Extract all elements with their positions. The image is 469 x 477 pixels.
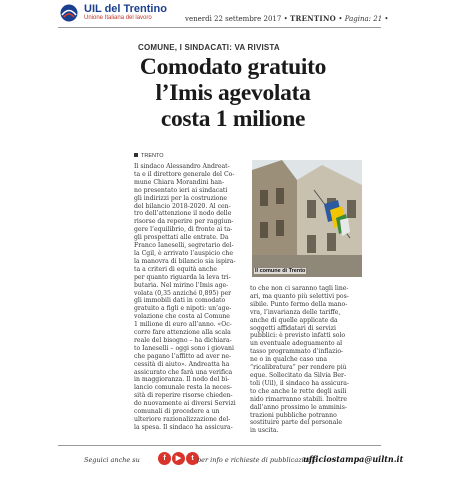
article-text-line: eque. Sollecitato da Silvia Ber- (250, 371, 347, 379)
page-header (0, 0, 469, 30)
article-text-line: reale del bisogno – ha dichiara- (134, 336, 232, 344)
youtube-icon[interactable]: ▶ (172, 452, 185, 465)
article-text-line: un eventuale adeguamento al (250, 340, 343, 348)
article-text-line: volata (0,35 anziché 0,895) per (134, 289, 232, 297)
article-text-line: del bilancio 2018-2020. Al cen- (134, 202, 231, 210)
article-text-line: corre fare attenzione alla scala (134, 329, 231, 337)
article-text-line: che pagano l’affitto ad aver ne- (134, 352, 232, 360)
article-location: TRENTO (134, 153, 164, 159)
article-text-line: gli prospettati alle entrate. Da (134, 234, 229, 242)
contact-email-link[interactable]: ufficiostampa@uiltn.it (303, 454, 404, 464)
headline-line: costa 1 milione (160, 106, 306, 132)
article-text-line: gli indirizzi per la costruzione (134, 194, 228, 202)
article-text-line: anche di quelle applicate da (250, 316, 338, 324)
article-column-1 (134, 163, 250, 432)
publication-meta: venerdì 22 settembre 2017 • TRENTINO • Pagina: 21 • (185, 14, 389, 23)
follow-label: Seguici anche su (84, 456, 140, 464)
article-text-line: tro dell’attenzione il nodo delle (134, 210, 232, 218)
article-text-line: gere l’equilibrio, di fronte ai ta- (134, 226, 233, 234)
headline-line: l’Imis agevolata (155, 80, 311, 106)
headline-line: Comodato gratuito (139, 54, 327, 80)
article-text-line: gratuito a figli e nipoti: un’age- (134, 305, 232, 313)
newspaper-name: TRENTINO (289, 14, 337, 23)
article-text-line: do nuovamente ai diversi Servizi (134, 400, 236, 408)
article-text-line: lancio comunale resta la neces- (134, 384, 232, 392)
article-text-line: volazione che costa al Comune (134, 313, 230, 321)
town-hall-photo (252, 160, 362, 277)
article-text-line: trazioni pubbliche potranno (250, 411, 337, 419)
article-text-line: ulteriore razionalizzazione del- (134, 416, 231, 423)
article-text-line: ari, ma quanto più selettivi pos- (250, 292, 349, 300)
article-text-line: to Ianeselli – oggi sono i giovani (134, 344, 234, 352)
article-photo (252, 160, 362, 277)
article-text-line: sibile. Punto fermo della mano- (250, 300, 348, 308)
article-text-line: pubblici: è previsto infatti solo (250, 332, 346, 340)
article-text-line: risorse da reperire per raggiun- (134, 218, 234, 226)
article-text-line: cessità di aiuto». Andreatta ha (134, 360, 230, 368)
page-number: Pagina: 21 (344, 15, 383, 23)
org-subtitle: Unione Italiana del lavoro (84, 15, 152, 21)
article-text-line: gli immobili dati in comodato (134, 297, 226, 305)
article-text-line: in uscita. (250, 427, 279, 435)
header-divider (58, 27, 381, 28)
article-text-line: no presentato ieri ai sindacati (134, 186, 228, 194)
article-text-line: assicurato che farà una verifica (134, 368, 233, 376)
article-text-line: comunali di procedere a un (134, 408, 220, 416)
article-text-line: vra, l’invarianza delle tariffe, (250, 308, 341, 316)
article-text-line: butaria. Nel mirino l’Imis age- (134, 281, 229, 289)
article-text-line: ta e il direttore generale del Co- (134, 170, 235, 178)
article-text-line: Franco Ianeselli, segretario del- (134, 242, 234, 250)
org-name: UIL del Trentino (84, 3, 167, 15)
article-text-line: ta a criteri di equità anche (134, 265, 218, 273)
article-text-line: to che anche le rette degli asili (250, 387, 347, 395)
article-text-line: la manovra di bilancio sia ispira- (134, 257, 236, 265)
footer-divider (58, 445, 381, 446)
uil-logo-icon (58, 4, 80, 22)
article-text-line: dall’anno prossimo le amminis- (250, 403, 347, 411)
article-text-line: per quanto riguarda la leva tri- (134, 273, 231, 281)
article-text-line: “ricalibratura” per rendere più (250, 364, 347, 372)
article-text-line: Il sindaco Alessandro Andreat- (134, 163, 230, 170)
twitter-icon[interactable]: t (186, 452, 199, 465)
article-column-2 (250, 285, 360, 435)
publication-date: venerdì 22 settembre 2017 (185, 15, 282, 23)
article-kicker: COMUNE, I SINDACATI: VA RIVISTA (138, 43, 280, 52)
article-text-line: la spesa. Il sindaco ha assicura- (134, 423, 233, 431)
article-text-line: tasso programmato d’inflazio- (250, 348, 344, 356)
article-text-line: sostituire parte del personale (250, 419, 342, 427)
article-text-line: 1 milione di euro all’anno. «Oc- (134, 321, 232, 329)
article-text-line: to che non ci saranno tagli line- (250, 285, 349, 292)
facebook-icon[interactable]: f (158, 452, 171, 465)
location-bullet-icon (134, 153, 138, 157)
article-text-line: toli (Uil), il sindaco ha assicura- (250, 379, 350, 387)
article-text-line: mune Chiara Morandini han- (134, 178, 225, 186)
photo-caption: Il comune di Trento (255, 268, 306, 274)
article-text-line: in maggioranza. Il nodo del bi- (134, 376, 230, 384)
article-text-line: sità di reperire risorse chieden- (134, 392, 233, 400)
article-text-line: ne o in qualche caso una (250, 356, 328, 364)
article-headline (124, 54, 342, 132)
info-label: per info e richieste di pubblicazioni: (197, 456, 317, 464)
article-text-line: soggetti affidatari di servizi (250, 324, 336, 332)
article-text-line: nido rimarranno stabili. Inoltre (250, 395, 348, 403)
article-text-line: la Cgil, è arrivato l’auspicio che (134, 249, 234, 257)
